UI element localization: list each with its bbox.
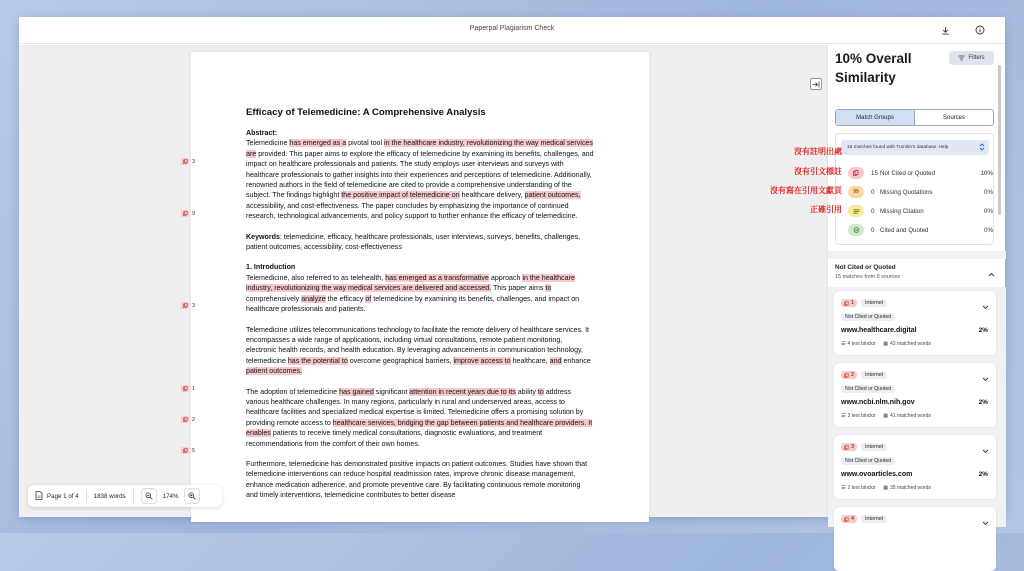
- text-run: significant: [373, 387, 410, 396]
- app-window: [19, 17, 1005, 522]
- match-flag-count: 1: [192, 385, 196, 392]
- page-number: Page 1 of 4: [47, 492, 79, 500]
- chevron-down-icon[interactable]: [982, 513, 989, 531]
- text-run: approach: [488, 273, 523, 282]
- paragraph-4: [246, 459, 594, 501]
- window-title: Paperpal Plagiarism Check: [469, 25, 555, 32]
- match-flag[interactable]: [181, 302, 195, 309]
- database-info-text: 15 matches found with Turnitin's database: [847, 145, 937, 150]
- source-card[interactable]: [834, 507, 996, 571]
- source-card[interactable]: [834, 291, 996, 355]
- match-flag-count: 5: [192, 447, 196, 454]
- source-domain[interactable]: www.ncbi.nlm.nih.gov: [841, 399, 915, 406]
- words-icon: ▦: [883, 485, 889, 491]
- match-flag[interactable]: [181, 158, 195, 165]
- category-percent: 10%: [980, 169, 993, 177]
- source-number-badge: [841, 299, 857, 307]
- text-run: Telemedicine: [246, 139, 290, 148]
- text-run: comprehensively: [246, 294, 302, 303]
- matched-words: 43 matched words: [890, 341, 931, 347]
- filters-button[interactable]: [949, 51, 994, 65]
- source-domain[interactable]: www.ovoarticles.com: [841, 471, 913, 478]
- match-flag-count: 2: [192, 416, 196, 423]
- category-not-cited[interactable]: [848, 166, 993, 180]
- category-label: Missing Citation: [880, 207, 924, 215]
- category-percent: 0%: [984, 188, 993, 196]
- source-type: Internet: [861, 443, 887, 451]
- section-header[interactable]: [835, 264, 995, 280]
- source-type: Internet: [861, 371, 887, 379]
- annotation-missing-citation: 沒有寫在引用文獻頁: [770, 186, 842, 195]
- intro-paragraph: [246, 273, 594, 315]
- match-flag-count: 9: [192, 210, 196, 217]
- match-flag[interactable]: [181, 385, 195, 392]
- annotation-cited-quoted: 正確引用: [810, 205, 842, 214]
- matched-text[interactable]: of: [365, 294, 372, 303]
- matched-text[interactable]: has the potential to: [287, 356, 348, 365]
- document-title: Efficacy of Telemedicine: A Comprehensive Analysis: [246, 107, 486, 118]
- text-run: This paper aims: [491, 284, 546, 293]
- tab-match-groups[interactable]: Match Groups: [836, 110, 915, 125]
- source-number: 2: [851, 372, 854, 378]
- matched-text[interactable]: improve access to: [453, 356, 511, 365]
- match-flag[interactable]: [181, 416, 195, 423]
- match-icon: [181, 416, 189, 423]
- matched-words: 41 matched words: [890, 413, 931, 419]
- similarity-panel: [827, 45, 1005, 522]
- source-percent: 2%: [978, 399, 988, 406]
- source-number-badge: [841, 371, 857, 379]
- page-toolbar: [28, 485, 222, 507]
- page-icon: [35, 491, 43, 502]
- matched-text[interactable]: patient outcomes,: [524, 191, 581, 200]
- text-run: overcome geographical barriers,: [347, 356, 454, 365]
- match-icon: [181, 447, 189, 454]
- text-run: telemedicine by examining its benefits, challenges, and impact on healthcare professionals and patients.: [246, 294, 580, 314]
- category-label: Cited and Quoted: [880, 226, 929, 234]
- filters-label: Filters: [968, 55, 985, 61]
- match-flag-count: 3: [192, 158, 196, 165]
- matched-text[interactable]: patient outcomes.: [246, 367, 302, 376]
- source-number: 4: [851, 516, 854, 522]
- page-indicator[interactable]: [28, 485, 86, 507]
- source-number-badge: [841, 443, 857, 451]
- text-run: Furthermore, telemedicine has demonstrated positive impacts on patient outcomes. Studies have shown that telemedicine interventions can reduce hospital readmission rates, improve chronic disease management, enhance medication adherence, and promote preventive care. By facilitating continuous remote monitoring and timely interventions, telemedicine contributes to better disease: [246, 459, 588, 500]
- zoom-in-button[interactable]: [184, 488, 200, 504]
- text-run: Telemedicine, also referred to as telehealth,: [246, 273, 386, 282]
- matched-text[interactable]: has emerged as a transformative: [385, 273, 489, 282]
- collapse-panel-button[interactable]: [810, 78, 822, 90]
- matched-text[interactable]: in the healthcare industry, revolutionizing the way medical services are: [246, 139, 593, 158]
- panel-scrollbar[interactable]: [998, 65, 1001, 215]
- text-run: ability: [515, 387, 538, 396]
- word-count: 1838 words: [93, 492, 126, 500]
- source-status: Not Cited or Quoted: [841, 385, 895, 393]
- section-subtitle: 15 matches from 9 sources: [835, 274, 901, 280]
- category-label: Not Cited or Quoted: [880, 169, 936, 177]
- paragraph-3: [246, 387, 594, 449]
- matched-words: 35 matched words: [890, 485, 931, 491]
- matched-text[interactable]: in the healthcare industry, revolutionizing the way medical services are delivered and accessed.: [246, 273, 575, 293]
- download-icon[interactable]: [938, 23, 952, 37]
- category-count: 0: [871, 188, 875, 196]
- text-blocks: 3 text blocks: [847, 413, 876, 419]
- category-percent: 0%: [984, 207, 993, 215]
- match-summary-card: [835, 133, 994, 245]
- source-list: [828, 287, 1006, 527]
- matched-text[interactable]: the positive impact of telemedicine on: [341, 191, 460, 200]
- tab-bar: [835, 109, 994, 126]
- text-blocks: 2 text blocks: [847, 485, 876, 491]
- match-icon: [181, 385, 189, 392]
- text-run: enhance: [561, 356, 591, 365]
- document-page: [191, 52, 649, 522]
- quote-icon: 99: [848, 186, 864, 198]
- source-number: 1: [851, 300, 854, 306]
- source-domain[interactable]: www.healthcare.digital: [841, 327, 917, 334]
- abstract-paragraph: [246, 138, 594, 221]
- tab-sources[interactable]: Sources: [942, 114, 965, 121]
- keywords-paragraph: [246, 232, 594, 253]
- text-run: healthcare delivery,: [459, 191, 525, 200]
- title-bar: [19, 17, 1005, 44]
- annotation-missing-quotations: 沒有引文標註: [794, 167, 842, 176]
- category-missing-citation[interactable]: [848, 204, 993, 218]
- similarity-title: 10% Overall Similarity: [835, 51, 912, 85]
- matched-text[interactable]: to: [537, 387, 544, 396]
- keywords-label: Keywords: [246, 232, 280, 241]
- source-number: 3: [851, 444, 854, 450]
- category-count: 0: [871, 207, 875, 215]
- matched-text[interactable]: attention in recent years due to its: [409, 387, 516, 396]
- filter-icon: [958, 55, 965, 61]
- text-blocks: 4 text blocks: [847, 341, 876, 347]
- intro-heading: 1. Introduction: [246, 263, 296, 272]
- zoom-level: 174%: [162, 492, 179, 500]
- text-run: Telemedicine utilizes telecommunications technology to facilitate the remote delivery of healthcare services. It encompasses a wide range of applications, including virtual consultations, remote patient monitoring, electronic health records, and health education. By leveraging advancements in communication technology, telemedicine: [246, 325, 590, 365]
- category-cited-quoted[interactable]: [848, 223, 993, 237]
- source-card[interactable]: [834, 435, 996, 499]
- text-run: pivotal tool: [346, 139, 385, 148]
- matched-text[interactable]: healthcare services, bridging the gap between patients and healthcare providers. It enables: [246, 418, 593, 438]
- matched-text[interactable]: to: [545, 284, 552, 293]
- source-status: Not Cited or Quoted: [841, 457, 895, 465]
- text-run: patients to receive timely medical consultations, diagnostic evaluations, and treatment recommendations from the comfort of their own homes.: [246, 429, 543, 448]
- category-count: 0: [871, 226, 875, 234]
- text-run: the efficacy: [325, 294, 366, 303]
- source-percent: 2%: [978, 471, 988, 478]
- category-count: 15: [871, 169, 878, 177]
- category-label: Missing Quotations: [880, 188, 933, 196]
- source-type: Internet: [861, 515, 887, 523]
- info-icon[interactable]: [973, 23, 987, 37]
- text-run: accessibility, and cost-effectiveness. The paper concludes by emphasizing the importance of continued research, technological advancements, and policy support to further enhance the efficacy of telemedicine.: [246, 201, 578, 221]
- chevron-down-icon[interactable]: [982, 441, 989, 459]
- text-run: address various healthcare challenges. In many regions, particularly in rural and underserved areas, access to healthcare facilities and specialized medical expertise is limited. Telemedicine offers a promising solution by providing remote access to: [246, 387, 584, 427]
- abstract-heading: Abstract:: [246, 129, 278, 137]
- text-run: The adoption of telemedicine: [246, 387, 340, 396]
- source-status: Not Cited or Quoted: [841, 313, 895, 321]
- text-run: healthcare,: [510, 356, 550, 365]
- database-info-bar[interactable]: [841, 140, 989, 155]
- list-icon: ☰: [841, 485, 846, 491]
- match-flag[interactable]: [181, 210, 195, 217]
- chevron-down-icon[interactable]: [982, 369, 989, 387]
- matched-text[interactable]: has gained: [339, 387, 374, 396]
- document-viewer: [19, 45, 827, 517]
- category-percent: 0%: [984, 226, 993, 234]
- match-icon: [181, 302, 189, 309]
- words-icon: ▦: [883, 341, 889, 347]
- chevron-updown-icon: [979, 142, 985, 154]
- source-type: Internet: [861, 299, 887, 307]
- matched-text[interactable]: analyze: [301, 294, 326, 303]
- help-link[interactable]: Help: [938, 145, 949, 150]
- matched-text[interactable]: and: [549, 356, 562, 365]
- section-divider: [828, 251, 1006, 259]
- match-flag-count: 3: [192, 302, 196, 309]
- match-icon: [181, 158, 189, 165]
- chevron-down-icon[interactable]: [982, 297, 989, 315]
- source-number-badge: [841, 515, 857, 523]
- words-icon: ▦: [883, 413, 889, 419]
- zoom-out-button[interactable]: [141, 488, 157, 504]
- match-flag[interactable]: [181, 447, 195, 454]
- text-run: provided. This paper aims to explore the efficacy of telemedicine by examining its benefits, challenges, and impact on healthcare professionals and patients. The study employs user interviews and surveys with healthcare professionals to gather insights into their experiences and perceptions of telemedicine. Additionally, renowned authors in the field of telemedicine are cited to provide a comprehensive understanding of the subject. The findings highlight: [246, 149, 594, 200]
- matched-text[interactable]: has emerged as a: [289, 139, 347, 148]
- source-percent: 2%: [978, 327, 988, 334]
- chevron-up-icon[interactable]: [988, 264, 995, 282]
- category-missing-quotations[interactable]: [848, 185, 993, 199]
- keywords-text: : telemedicine, efficacy, healthcare professionals, user interviews, surveys, benefits, challenges, patient outcomes, accessibility, cost-effectiveness: [246, 232, 581, 252]
- list-icon: ☰: [841, 413, 846, 419]
- list-icon: ☰: [841, 341, 846, 347]
- section-title: Not Cited or Quoted: [835, 264, 896, 271]
- paragraph-2: [246, 325, 594, 377]
- annotation-not-cited: 沒有註明出處: [794, 147, 842, 156]
- check-icon: [848, 224, 864, 236]
- document-icon: [848, 167, 864, 179]
- source-card[interactable]: [834, 363, 996, 427]
- lines-icon: [848, 205, 864, 217]
- match-icon: [181, 210, 189, 217]
